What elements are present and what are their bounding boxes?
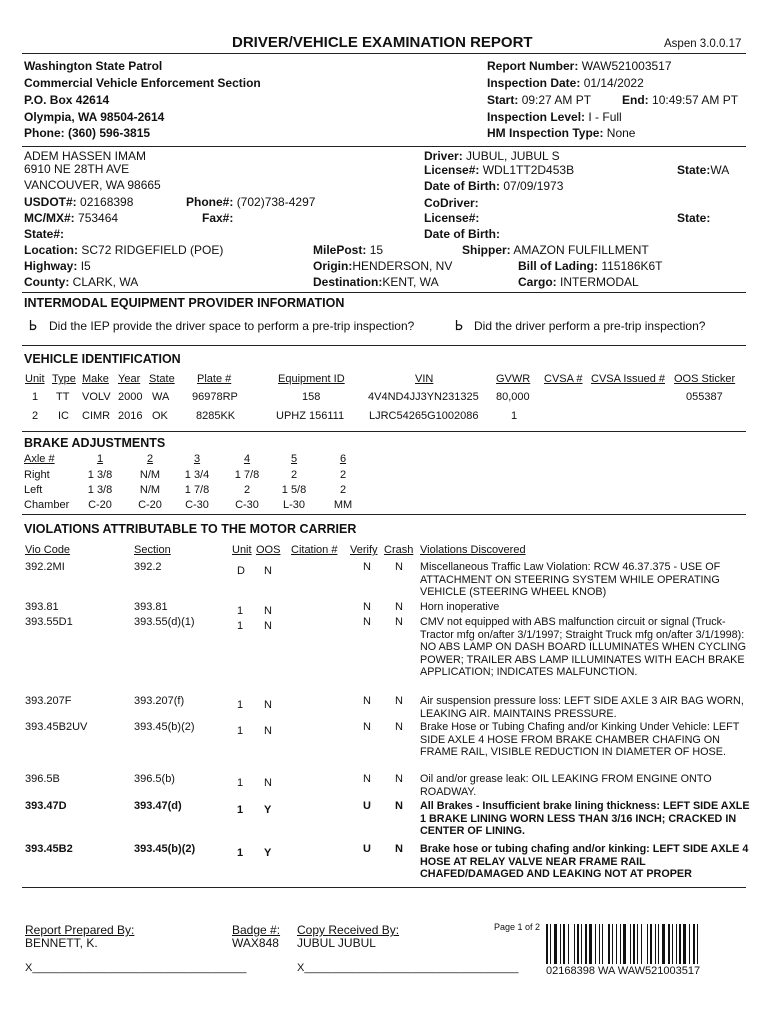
vio-code: 396.5B <box>25 773 60 785</box>
badge-value: WAX848 <box>232 936 279 950</box>
vio-verify: N <box>363 695 371 707</box>
vio-oos: N <box>264 620 272 632</box>
vio-section: 393.207(f) <box>134 695 185 707</box>
vio-code: 393.207F <box>25 695 72 707</box>
vh-unit: Unit <box>25 373 45 385</box>
vio-unit: 1 <box>237 620 244 632</box>
vio-oos: Y <box>264 804 272 816</box>
cargo <box>518 276 639 290</box>
vh-vin: VIN <box>415 373 434 385</box>
brake-chamber-cell: C-30 <box>235 499 259 511</box>
agency-name: Washington State Patrol <box>24 59 163 73</box>
barcode-bar <box>602 924 603 964</box>
report-number-value: WAW521003517 <box>581 59 672 73</box>
phone-value: (702)738-4297 <box>236 195 316 209</box>
vh-year: Year <box>118 373 141 385</box>
destination-label: Destination: <box>313 275 383 289</box>
barcode-bar <box>693 924 695 964</box>
report-title: DRIVER/VEHICLE EXAMINATION REPORT <box>232 34 533 51</box>
rule-5 <box>22 431 746 432</box>
vio-unit: 1 <box>237 725 244 737</box>
destination <box>313 276 439 290</box>
hm-inspection-type <box>487 127 635 141</box>
cell-unit: 1 <box>32 391 39 403</box>
vio-section: 393.81 <box>134 601 168 613</box>
barcode-bar <box>563 924 565 964</box>
codriver-license-label: License#: <box>424 211 480 225</box>
brake-axles-cell: 3 <box>193 453 201 465</box>
barcode-bar <box>595 924 596 964</box>
prepared-by-label: Report Prepared By: <box>25 923 135 937</box>
cell-plate: 96978RP <box>192 391 238 403</box>
bol-value: 115186K6T <box>601 259 663 273</box>
vio-crash: N <box>395 800 403 812</box>
dob-label: Date of Birth: <box>424 179 500 193</box>
county-label: County: <box>24 275 70 289</box>
vio-col-oos: OOS <box>256 544 281 556</box>
carrier-city: VANCOUVER, WA 98665 <box>24 178 161 192</box>
badge-label: Badge #: <box>232 923 281 937</box>
inspection-level <box>487 111 622 125</box>
brake-axle-label: Axle # <box>24 453 55 465</box>
vio-description: Air suspension pressure loss: LEFT SIDE AXLE 3 AIR BAG WORN, LEAKING AIR. MAINTAINS PRESSURE. <box>420 695 744 720</box>
barcode-bar <box>637 924 638 964</box>
vio-code: 393.45B2 <box>25 843 73 855</box>
hm-type-value: None <box>606 126 636 140</box>
copy-received-label: Copy Received By: <box>297 923 400 937</box>
brake-left-label: Left <box>24 484 43 496</box>
driver-dob <box>424 180 563 194</box>
cargo-label: Cargo: <box>518 275 557 289</box>
barcode-bar <box>683 924 686 964</box>
vio-crash: N <box>395 601 403 613</box>
carrier-fax-label: Fax#: <box>202 211 234 225</box>
vio-crash: N <box>395 695 403 707</box>
highway-label: Highway: <box>24 259 78 273</box>
cell-gvwr: 1 <box>511 410 518 422</box>
cell-state: WA <box>152 391 170 403</box>
shipper-value: AMAZON FULFILLMENT <box>513 243 649 257</box>
inspection-date-label: Inspection Date: <box>487 76 581 90</box>
iep-checkbox-icon[interactable] <box>29 320 38 331</box>
carrier-phone <box>186 196 315 210</box>
bill-of-lading <box>518 260 663 274</box>
barcode-bar <box>599 924 600 964</box>
barcode-bar <box>655 924 656 964</box>
agency-pobox: P.O. Box 42614 <box>24 93 110 107</box>
vh-cvsa-issued: CVSA Issued # <box>591 373 665 385</box>
barcode-bar <box>616 924 617 964</box>
barcode-bar <box>550 924 551 964</box>
barcode-bar <box>585 924 587 964</box>
driver-license <box>424 164 574 178</box>
milepost-value: 15 <box>369 243 384 257</box>
license-value: WDL1TT2D453B <box>482 163 575 177</box>
vh-state: State <box>149 373 175 385</box>
phone-label: Phone#: <box>186 195 234 209</box>
vio-unit: D <box>237 565 245 577</box>
inspection-date-value: 01/14/2022 <box>583 76 644 90</box>
cell-equipment: UPHZ 156111 <box>276 410 345 422</box>
brake-left-cell: 1 5/8 <box>281 484 307 496</box>
vh-type: Type <box>52 373 76 385</box>
end-time-label: End: <box>622 93 649 107</box>
dob-value: 07/09/1973 <box>503 179 564 193</box>
vio-unit: 1 <box>237 605 244 617</box>
license-label: License#: <box>424 163 480 177</box>
agency-section: Commercial Vehicle Enforcement Section <box>24 76 261 90</box>
barcode-bar <box>581 924 582 964</box>
vio-code: 393.47D <box>25 800 67 812</box>
vio-unit: 1 <box>237 777 244 789</box>
brake-left-cell: 2 <box>339 484 347 496</box>
vio-col-code: Vio Code <box>25 544 71 556</box>
vh-cvsa: CVSA # <box>544 373 583 385</box>
barcode-bar <box>630 924 631 964</box>
barcode-bar <box>554 924 557 964</box>
brake-left-cell: 1 7/8 <box>184 484 210 496</box>
vio-section: 396.5(b) <box>134 773 175 785</box>
brake-right-cell: 2 <box>290 469 298 481</box>
origin <box>313 260 452 274</box>
vio-code: 393.55D1 <box>25 616 73 628</box>
barcode-bar <box>662 924 665 964</box>
vio-oos: N <box>264 777 272 789</box>
carrier-state-label: State#: <box>24 227 65 241</box>
inspection-level-label: Inspection Level: <box>487 110 586 124</box>
vio-description: CMV not equipped with ABS malfunction circuit or signal (Truck-Tractor mfg on/after 3/1/1997; Straight Truck mfg on/after 3/1/1998): NO ABS LAMP ON DASH BOARD ILLUMINATES WHEN CYCLING POWER; TRAILER ABS LAMP ILLUMINATES WITH EACH BRAKE APPLICATION; INDICATES MALFUNCTION. <box>420 616 746 678</box>
vehicle-heading: VEHICLE IDENTIFICATION <box>24 352 181 366</box>
carrier-street: 6910 NE 28TH AVE <box>24 162 130 176</box>
location-label: Location: <box>24 243 78 257</box>
brake-chamber-cell: C-20 <box>88 499 112 511</box>
vh-make: Make <box>82 373 109 385</box>
inspection-level-value: I - Full <box>588 110 622 124</box>
driver-state <box>677 164 729 178</box>
vh-equipment: Equipment ID <box>278 373 345 385</box>
cell-vin: LJRC54265G1002086 <box>369 410 479 422</box>
usdot-value: 02168398 <box>80 195 134 209</box>
brake-right-cell: 2 <box>339 469 347 481</box>
brake-chamber-cell: C-20 <box>138 499 162 511</box>
usdot-label: USDOT#: <box>24 195 77 209</box>
barcode-bar <box>650 924 652 964</box>
vio-col-citation: Citation # <box>291 544 338 556</box>
start-time-label: Start: <box>487 93 519 107</box>
vio-section: 393.47(d) <box>134 800 182 812</box>
header-rule <box>22 53 746 54</box>
signature-line-2[interactable]: X___________________________________ <box>297 962 519 974</box>
cell-oos-sticker: 055387 <box>686 391 723 403</box>
end-time-value: 10:49:57 AM PT <box>652 93 739 107</box>
codriver-dob-label: Date of Birth: <box>424 227 500 241</box>
vio-section: 392.2 <box>134 561 162 573</box>
brake-axles-cell: 1 <box>96 453 104 465</box>
mcmx-value: 753464 <box>78 211 119 225</box>
driver-value: JUBUL, JUBUL S <box>466 149 560 163</box>
barcode-bar <box>577 924 579 964</box>
mcmx-label: MC/MX#: <box>24 211 75 225</box>
vio-code: 393.45B2UV <box>25 721 88 733</box>
carrier-name: ADEM HASSEN IMAM <box>24 149 147 163</box>
signature-line-1[interactable]: X___________________________________ <box>25 962 247 974</box>
barcode-bar <box>689 924 690 964</box>
barcode-icon <box>546 924 746 964</box>
brake-chamber-cell: MM <box>333 499 353 511</box>
vio-crash: N <box>395 721 403 733</box>
vh-plate: Plate # <box>197 373 232 385</box>
vio-verify: U <box>363 800 371 812</box>
vio-unit: 1 <box>237 699 244 711</box>
barcode-bar <box>620 924 621 964</box>
brake-chamber-cell: C-30 <box>185 499 209 511</box>
carrier-usdot <box>24 196 133 210</box>
rule-4 <box>22 345 746 346</box>
agency-phone: Phone: (360) 596-3815 <box>24 126 151 140</box>
brake-right-cell: N/M <box>139 469 161 481</box>
carrier-mcmx <box>24 212 118 226</box>
vio-verify: N <box>363 721 371 733</box>
barcode-bar <box>641 924 642 964</box>
location-value: SC72 RIDGEFIELD (POE) <box>81 243 224 257</box>
vio-crash: N <box>395 561 403 573</box>
brake-chamber-cell: L-30 <box>282 499 306 511</box>
cell-type: TT <box>56 391 70 403</box>
brake-chamber-label: Chamber <box>24 499 70 511</box>
cell-year: 2000 <box>118 391 143 403</box>
highway <box>24 260 91 274</box>
cell-type: IC <box>58 410 69 422</box>
destination-value: KENT, WA <box>382 275 439 289</box>
vio-description: Miscellaneous Traffic Law Violation: RCW 46.37.375 - USE OF ATTACHMENT ON STEERING SYSTEM WHILE OPERATING VEHICLE (STEERING WHEEL KNOB) <box>420 561 721 598</box>
cell-make: CIMR <box>82 410 111 422</box>
driver-state-value: WA <box>710 163 730 177</box>
vio-col-verify: Verify <box>350 544 378 556</box>
county <box>24 276 138 290</box>
brake-axles-cell: 4 <box>243 453 251 465</box>
shipper-label: Shipper: <box>462 243 511 257</box>
end-time <box>622 94 738 108</box>
vio-unit: 1 <box>237 804 244 816</box>
vio-description: All Brakes - Insufficient brake lining thickness: LEFT SIDE AXLE 1 BRAKE LINING WORN LESS THAN 3/16 INCH; CRACKED IN CENTER OF LINING. <box>420 800 750 837</box>
vio-col-discovered: Violations Discovered <box>420 544 526 556</box>
barcode-bar <box>647 924 648 964</box>
barcode-bar <box>546 924 548 964</box>
vio-verify: N <box>363 561 371 573</box>
cell-equipment: 158 <box>302 391 321 403</box>
barcode-bar <box>668 924 670 964</box>
origin-label: Origin: <box>313 259 353 273</box>
vio-crash: N <box>395 843 403 855</box>
bol-label: Bill of Lading: <box>518 259 598 273</box>
page-number: Page 1 of 2 <box>494 922 541 932</box>
shipper <box>462 244 649 258</box>
report-number <box>487 60 672 74</box>
brake-right-label: Right <box>24 469 50 481</box>
vio-verify: N <box>363 601 371 613</box>
vio-section: 393.45(b)(2) <box>134 843 196 855</box>
cell-gvwr: 80,000 <box>496 391 530 403</box>
vio-description: Oil and/or grease leak: OIL LEAKING FROM ENGINE ONTO ROADWAY. <box>420 773 712 798</box>
vio-crash: N <box>395 616 403 628</box>
vio-code: 392.2MI <box>25 561 65 573</box>
barcode-text: 02168398 WA WAW521003517 <box>546 965 701 977</box>
iep-heading: INTERMODAL EQUIPMENT PROVIDER INFORMATION <box>24 296 345 310</box>
codriver-state-label: State: <box>677 211 711 225</box>
vio-col-crash: Crash <box>384 544 414 556</box>
cell-year: 2016 <box>118 410 143 422</box>
rule-2 <box>22 146 746 147</box>
brake-left-cell: N/M <box>139 484 161 496</box>
barcode-bar <box>697 924 698 964</box>
county-value: CLARK, WA <box>72 275 139 289</box>
copy-received-value: JUBUL JUBUL <box>297 936 376 950</box>
milepost-label: MilePost: <box>313 243 367 257</box>
driver-name <box>424 150 560 164</box>
brake-left-cell: 2 <box>243 484 251 496</box>
barcode-bar <box>589 924 592 964</box>
vio-description: Brake Hose or Tubing Chafing and/or Kinking Under Vehicle: LEFT SIDE AXLE 4 HOSE FROM BRAKE CHAMBER CHAFING ON FRAME RAIL, VISIBLE REDUCTION IN DIAMETER OF HOSE. <box>420 721 740 758</box>
report-number-label: Report Number: <box>487 59 579 73</box>
cell-plate: 8285KK <box>196 410 236 422</box>
hm-type-label: HM Inspection Type: <box>487 126 604 140</box>
vio-col-unit: Unit <box>232 544 252 556</box>
vio-col-section: Section <box>134 544 171 556</box>
vio-verify: N <box>363 773 371 785</box>
codriver-label: CoDriver: <box>424 196 479 210</box>
vio-description: Brake hose or tubing chafing and/or kinking: LEFT SIDE AXLE 4 HOSE AT RELAY VALVE NEAR FRAME RAIL CHAFED/DAMAGED AND LEAKING NOT AT PROPER <box>420 843 749 880</box>
rule-6 <box>22 514 746 515</box>
barcode-bar <box>608 924 610 964</box>
violations-heading: VIOLATIONS ATTRIBUTABLE TO THE MOTOR CARRIER <box>24 522 357 536</box>
barcode-bar <box>676 924 677 964</box>
driver-state-label: State: <box>677 163 711 177</box>
barcode-bar <box>658 924 659 964</box>
prepared-by-value: BENNETT, K. <box>25 936 98 950</box>
milepost <box>313 244 383 258</box>
barcode-bar <box>633 924 635 964</box>
origin-value: HENDERSON, NV <box>352 259 453 273</box>
start-time-value: 09:27 AM PT <box>521 93 592 107</box>
vio-oos: N <box>264 725 272 737</box>
brake-right-cell: 1 3/8 <box>87 469 113 481</box>
barcode-bar <box>612 924 613 964</box>
rule-3 <box>22 292 746 293</box>
highway-value: I5 <box>80 259 91 273</box>
start-time <box>487 94 591 108</box>
cargo-value: INTERMODAL <box>560 275 639 289</box>
driver-label: Driver: <box>424 149 463 163</box>
vio-unit: 1 <box>237 847 244 859</box>
location <box>24 244 223 258</box>
inspection-date <box>487 77 644 91</box>
vio-section: 393.45(b)(2) <box>134 721 195 733</box>
iep-question-2: Did the driver perform a pre-trip inspection? <box>474 319 706 333</box>
vio-section: 393.55(d)(1) <box>134 616 195 628</box>
software-version: Aspen 3.0.0.17 <box>664 38 742 50</box>
barcode-bar <box>560 924 561 964</box>
barcode-bar <box>672 924 673 964</box>
vio-oos: Y <box>264 847 272 859</box>
vio-oos: N <box>264 565 272 577</box>
vh-gvwr: GVWR <box>496 373 531 385</box>
cell-make: VOLV <box>82 391 111 403</box>
vio-code: 393.81 <box>25 601 59 613</box>
vio-description: Horn inoperative <box>420 601 500 613</box>
brake-right-cell: 1 3/4 <box>184 469 210 481</box>
barcode-bar <box>574 924 575 964</box>
brake-right-cell: 1 7/8 <box>234 469 260 481</box>
brakes-heading: BRAKE ADJUSTMENTS <box>24 436 166 450</box>
vio-crash: N <box>395 773 403 785</box>
rule-7 <box>22 887 746 888</box>
cell-state: OK <box>152 410 168 422</box>
brake-axles-cell: 5 <box>290 453 298 465</box>
brake-left-cell: 1 3/8 <box>87 484 113 496</box>
iep-question-1: Did the IEP provide the driver space to perform a pre-trip inspection? <box>49 319 415 333</box>
brake-axles-cell: 6 <box>339 453 347 465</box>
barcode-bar <box>623 924 626 964</box>
vio-verify: U <box>363 843 371 855</box>
pretrip-checkbox-icon[interactable] <box>455 320 464 331</box>
cell-unit: 2 <box>32 410 39 422</box>
barcode-bar <box>568 924 569 964</box>
vio-verify: N <box>363 616 371 628</box>
vh-oos-sticker: OOS Sticker <box>674 373 736 385</box>
vio-oos: N <box>264 605 272 617</box>
vio-oos: N <box>264 699 272 711</box>
barcode-bar <box>679 924 681 964</box>
brake-axles-cell: 2 <box>146 453 154 465</box>
agency-city: Olympia, WA 98504-2614 <box>24 110 165 124</box>
cell-vin: 4V4ND4JJ3YN231325 <box>368 391 479 403</box>
